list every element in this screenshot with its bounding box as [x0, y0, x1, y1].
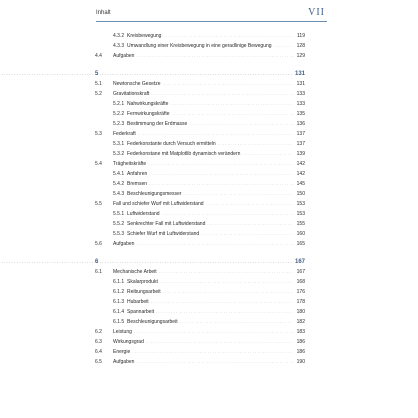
- toc-number: 5.1: [95, 81, 102, 87]
- toc-title: Beschleunigungsmesser: [127, 191, 182, 197]
- toc-row[interactable]: [95, 79, 305, 89]
- toc-page-number: 167: [294, 259, 305, 265]
- toc-title: Energie: [113, 349, 131, 355]
- toc-page-number: 153: [296, 201, 305, 207]
- toc-number: 5.5.1: [113, 211, 125, 217]
- toc-leader-dots: [136, 239, 293, 249]
- header-page-number: VII: [308, 7, 325, 18]
- toc-leader-dots: [149, 169, 293, 179]
- toc-row[interactable]: [95, 129, 305, 139]
- toc-title: Mechanische Arbeit: [113, 269, 157, 275]
- toc-title: Aufgaben: [113, 359, 135, 365]
- toc-leader-dots: [159, 267, 293, 277]
- toc-page-number: 119: [297, 33, 305, 39]
- toc-page-number: 165: [296, 241, 305, 247]
- toc-title: Luftwiderstand: [127, 211, 160, 217]
- toc-title: Nahwirkungskräfte: [127, 101, 169, 107]
- toc-number: 6.5: [95, 359, 102, 365]
- toc-number: 5.6: [95, 241, 102, 247]
- toc-entry: [127, 307, 305, 317]
- toc-row[interactable]: [95, 337, 305, 347]
- toc-entry: [113, 267, 305, 277]
- toc-number: 5.2.1: [113, 101, 125, 107]
- toc-row[interactable]: [95, 31, 305, 41]
- toc-leader-dots: [183, 189, 293, 199]
- toc-leader-dots: [0, 69, 293, 79]
- toc-entry: [127, 119, 305, 129]
- toc-number: 4.4: [95, 53, 102, 59]
- toc-title: Fernwirkungskräfte: [127, 111, 170, 117]
- toc-page-number: 186: [296, 349, 305, 355]
- toc-number: 6.1.5: [113, 319, 125, 325]
- toc-number: 6.1.3: [113, 299, 125, 305]
- toc-title: Aufgaben: [113, 53, 135, 59]
- toc-page-number: 131: [294, 71, 305, 77]
- toc-row[interactable]: [95, 287, 305, 297]
- toc-page-number: 136: [296, 121, 305, 127]
- toc-leader-dots: [146, 337, 293, 347]
- toc-leader-dots: [156, 307, 293, 317]
- toc-entry: [113, 129, 305, 139]
- toc-leader-dots: [149, 179, 293, 189]
- toc-number: 6: [95, 259, 99, 265]
- toc-page-number: 131: [296, 81, 305, 87]
- toc-entry: [127, 169, 305, 179]
- toc-leader-dots: [163, 31, 293, 41]
- toc-leader-dots: [201, 229, 293, 239]
- toc-entry: [127, 287, 305, 297]
- toc-leader-dots: [172, 109, 293, 119]
- toc-number: 5.2.2: [113, 111, 125, 117]
- toc-page-number: 133: [296, 91, 305, 97]
- toc-number: 4.3.3: [113, 43, 125, 49]
- toc-leader-dots: [189, 119, 293, 129]
- toc-row[interactable]: [95, 51, 305, 61]
- toc-row[interactable]: [95, 239, 305, 249]
- toc-row[interactable]: [95, 119, 305, 129]
- chapter-spacer: [95, 249, 305, 253]
- toc-title: Spannarbeit: [127, 309, 154, 315]
- toc-page-number: 137: [296, 131, 305, 137]
- toc-entry: [113, 239, 305, 249]
- toc-entry: [127, 31, 305, 41]
- toc-row[interactable]: [95, 277, 305, 287]
- table-of-contents: [95, 31, 305, 367]
- toc-row[interactable]: [95, 159, 305, 169]
- toc-leader-dots: [180, 317, 293, 327]
- toc-entry: [127, 317, 305, 327]
- toc-entry: [113, 357, 305, 367]
- toc-leader-dots: [136, 357, 293, 367]
- toc-page-number: 155: [296, 221, 305, 227]
- toc-number: 5.4: [95, 161, 102, 167]
- toc-page-number: 142: [296, 161, 305, 167]
- toc-entry: [127, 297, 305, 307]
- toc-title: Kreisbewegung: [127, 33, 162, 39]
- toc-entry: [0, 257, 305, 267]
- toc-title: Hubarbeit: [127, 299, 149, 305]
- toc-number: 5.2: [95, 91, 102, 97]
- toc-entry: [127, 149, 305, 159]
- toc-title: Wirkungsgrad: [113, 339, 144, 345]
- toc-entry: [113, 79, 305, 89]
- toc-row[interactable]: [95, 189, 305, 199]
- toc-page-number: 142: [296, 171, 305, 177]
- toc-entry: [127, 189, 305, 199]
- toc-leader-dots: [207, 219, 293, 229]
- toc-title: Bestimmung der Erdmasse: [127, 121, 188, 127]
- toc-leader-dots: [218, 139, 293, 149]
- toc-row[interactable]: [95, 209, 305, 219]
- toc-number: 6.3: [95, 339, 102, 345]
- toc-page-number: 145: [296, 181, 305, 187]
- toc-title: Bremsen: [127, 181, 148, 187]
- toc-leader-dots: [132, 347, 293, 357]
- toc-row[interactable]: [95, 317, 305, 327]
- toc-entry: [113, 337, 305, 347]
- toc-number: 5.3: [95, 131, 102, 137]
- toc-leader-dots: [160, 277, 293, 287]
- toc-chapter-row[interactable]: [95, 69, 305, 79]
- toc-row[interactable]: [95, 169, 305, 179]
- toc-row[interactable]: [95, 347, 305, 357]
- toc-row[interactable]: [95, 89, 305, 99]
- toc-leader-dots: [148, 159, 293, 169]
- toc-leader-dots: [134, 327, 293, 337]
- toc-number: 5.2.3: [113, 121, 125, 127]
- toc-title: Schiefer Wurf mit Luftwiderstand: [127, 231, 200, 237]
- toc-number: 6.1.4: [113, 309, 125, 315]
- toc-title: Trägheitskräfte: [113, 161, 147, 167]
- toc-leader-dots: [151, 297, 293, 307]
- toc-chapter-row[interactable]: [95, 257, 305, 267]
- toc-number: 5.3.1: [113, 141, 125, 147]
- toc-page-number: 190: [296, 359, 305, 365]
- toc-page-number: 160: [296, 231, 305, 237]
- header-title: Inhalt: [96, 10, 111, 16]
- toc-row[interactable]: [95, 219, 305, 229]
- toc-row[interactable]: [95, 199, 305, 209]
- toc-number: 6.2: [95, 329, 102, 335]
- toc-number: 6.4: [95, 349, 102, 355]
- toc-number: 5: [95, 71, 99, 77]
- toc-entry: [127, 109, 305, 119]
- toc-page-number: 139: [296, 151, 305, 157]
- toc-page-number: 153: [296, 211, 305, 217]
- toc-number: 6.1: [95, 269, 102, 275]
- toc-number: 4.3.2: [113, 33, 125, 39]
- toc-entry: [113, 89, 305, 99]
- toc-leader-dots: [163, 79, 293, 89]
- toc-entry: [127, 277, 305, 287]
- toc-number: 6.1.1: [113, 279, 125, 285]
- toc-page-number: 180: [296, 309, 305, 315]
- toc-row[interactable]: [95, 229, 305, 239]
- toc-entry: [127, 209, 305, 219]
- toc-page-number: 182: [296, 319, 305, 325]
- toc-page-number: 167: [296, 269, 305, 275]
- toc-page-number: 128: [296, 43, 305, 49]
- toc-entry: [0, 69, 305, 79]
- toc-title: Aufgaben: [113, 241, 135, 247]
- toc-title: Umwandlung einer Kreisbewegung in eine geradlinige Bewegung: [127, 43, 272, 49]
- toc-leader-dots: [163, 287, 293, 297]
- toc-entry: [127, 139, 305, 149]
- toc-leader-dots: [0, 257, 293, 267]
- toc-entry: [127, 99, 305, 109]
- toc-number: 5.4.1: [113, 171, 125, 177]
- toc-entry: [113, 347, 305, 357]
- toc-title: Beschleunigungsarbeit: [127, 319, 178, 325]
- toc-number: 5.3.2: [113, 151, 125, 157]
- toc-entry: [127, 219, 305, 229]
- toc-row[interactable]: [95, 267, 305, 277]
- toc-leader-dots: [242, 149, 293, 159]
- toc-leader-dots: [170, 99, 293, 109]
- toc-title: Skalarprodukt: [127, 279, 158, 285]
- toc-entry: [127, 179, 305, 189]
- toc-leader-dots: [162, 209, 293, 219]
- toc-leader-dots: [274, 41, 293, 51]
- toc-row[interactable]: [95, 109, 305, 119]
- toc-number: 5.5: [95, 201, 102, 207]
- toc-entry: [113, 199, 305, 209]
- toc-row[interactable]: [95, 41, 305, 51]
- toc-title: Reibungsarbeit: [127, 289, 161, 295]
- toc-title: Newtonsche Gesetze: [113, 81, 161, 87]
- toc-leader-dots: [136, 51, 293, 61]
- toc-entry: [127, 229, 305, 239]
- toc-entry: [127, 41, 305, 51]
- toc-title: Federkonstane mit Matplotlib dynamisch verändern: [127, 151, 241, 157]
- toc-page-number: 135: [296, 111, 305, 117]
- toc-title: Federkonstante durch Versuch ermitteln: [127, 141, 216, 147]
- toc-row[interactable]: [95, 149, 305, 159]
- toc-title: Anfahren: [127, 171, 148, 177]
- toc-entry: [113, 327, 305, 337]
- toc-title: Leistung: [113, 329, 132, 335]
- toc-row[interactable]: [95, 139, 305, 149]
- toc-page-number: 168: [296, 279, 305, 285]
- toc-page-number: 183: [296, 329, 305, 335]
- toc-number: 5.4.2: [113, 181, 125, 187]
- toc-row[interactable]: [95, 327, 305, 337]
- toc-title: Senkrechter Fall mit Luftwiderstand: [127, 221, 206, 227]
- toc-number: 5.5.2: [113, 221, 125, 227]
- toc-row[interactable]: [95, 307, 305, 317]
- toc-row[interactable]: [95, 297, 305, 307]
- page-header: [96, 6, 327, 22]
- toc-leader-dots: [206, 199, 293, 209]
- toc-page-number: 129: [296, 53, 305, 59]
- toc-entry: [113, 159, 305, 169]
- toc-row[interactable]: [95, 357, 305, 367]
- toc-title: Gravitationskraft: [113, 91, 150, 97]
- toc-page-number: 137: [296, 141, 305, 147]
- toc-title: Federkraft: [113, 131, 136, 137]
- toc-page-number: 178: [296, 299, 305, 305]
- toc-page-number: 186: [296, 339, 305, 345]
- toc-page-number: 133: [296, 101, 305, 107]
- toc-row[interactable]: [95, 99, 305, 109]
- toc-leader-dots: [151, 89, 293, 99]
- toc-page-number: 150: [296, 191, 305, 197]
- toc-leader-dots: [138, 129, 293, 139]
- toc-entry: [113, 51, 305, 61]
- chapter-spacer: [95, 61, 305, 65]
- toc-number: 5.4.3: [113, 191, 125, 197]
- toc-page-number: 176: [296, 289, 305, 295]
- toc-title: Fall und schiefer Wurf mit Luftwiderstand: [113, 201, 204, 207]
- toc-row[interactable]: [95, 179, 305, 189]
- toc-number: 6.1.2: [113, 289, 125, 295]
- toc-number: 5.5.3: [113, 231, 125, 237]
